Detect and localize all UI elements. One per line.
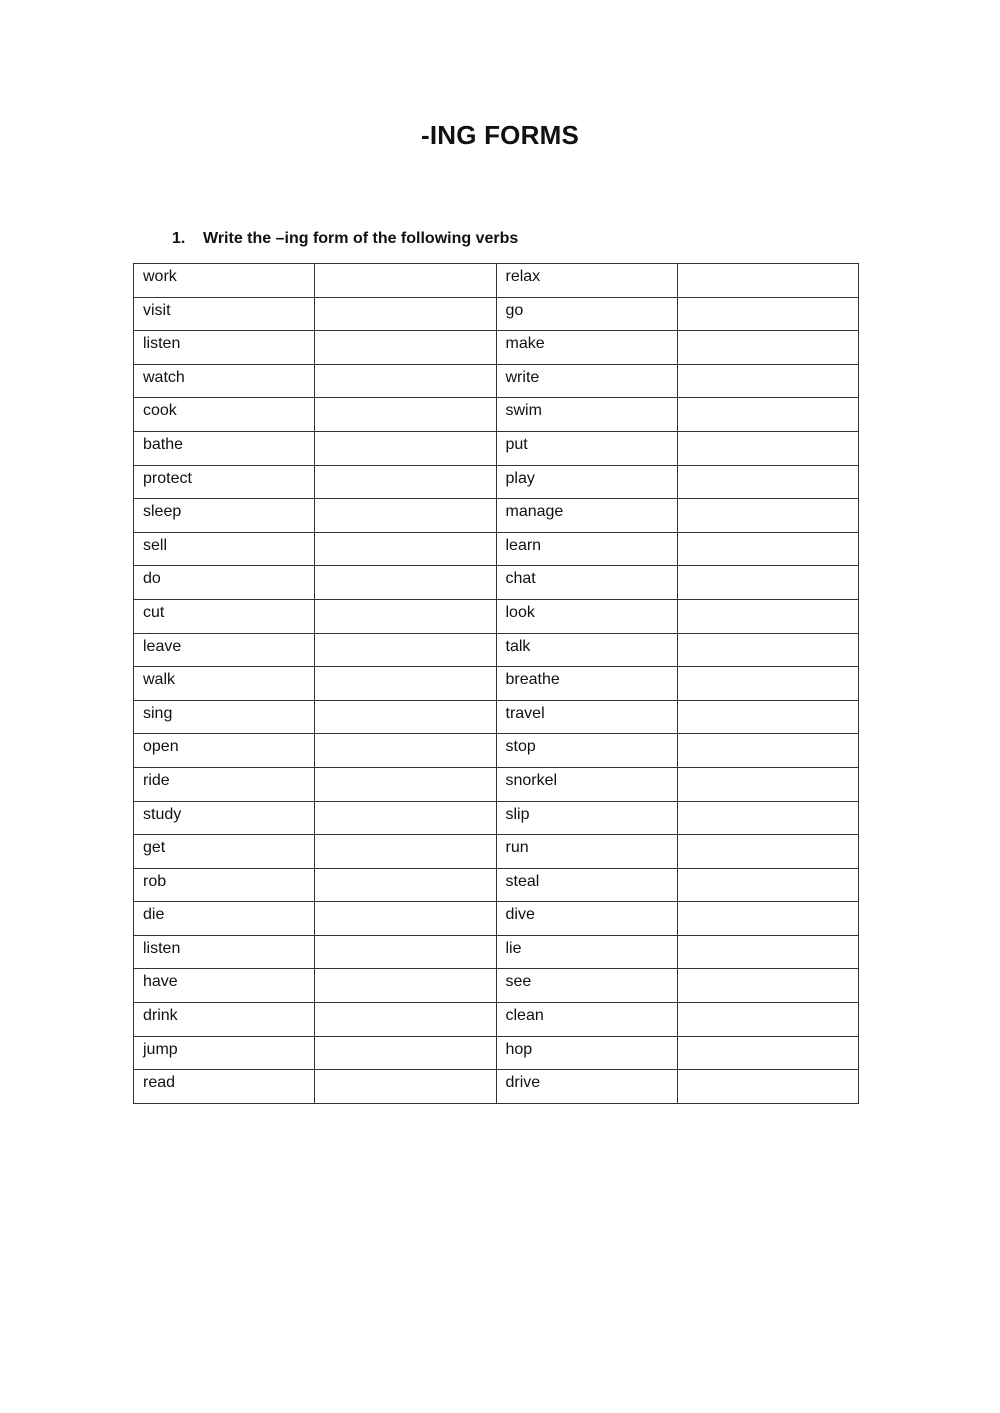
verb-cell: dive bbox=[496, 902, 677, 936]
table-row bbox=[134, 398, 859, 432]
verb-cell: slip bbox=[496, 801, 677, 835]
answer-cell[interactable] bbox=[315, 431, 496, 465]
answer-cell[interactable] bbox=[677, 532, 858, 566]
table-row bbox=[134, 868, 859, 902]
answer-cell[interactable] bbox=[315, 1036, 496, 1070]
answer-cell[interactable] bbox=[315, 264, 496, 298]
answer-cell[interactable] bbox=[677, 700, 858, 734]
table-row bbox=[134, 331, 859, 365]
verb-cell: manage bbox=[496, 499, 677, 533]
table-row bbox=[134, 1070, 859, 1104]
verb-cell: open bbox=[134, 734, 315, 768]
verb-cell: make bbox=[496, 331, 677, 365]
table-row bbox=[134, 431, 859, 465]
verb-table bbox=[133, 263, 859, 1104]
table-row bbox=[134, 1003, 859, 1037]
answer-cell[interactable] bbox=[315, 935, 496, 969]
verb-cell: chat bbox=[496, 566, 677, 600]
verb-cell: swim bbox=[496, 398, 677, 432]
answer-cell[interactable] bbox=[677, 499, 858, 533]
answer-cell[interactable] bbox=[315, 297, 496, 331]
verb-cell: bathe bbox=[134, 431, 315, 465]
verb-cell: die bbox=[134, 902, 315, 936]
table-row bbox=[134, 465, 859, 499]
answer-cell[interactable] bbox=[315, 1003, 496, 1037]
answer-cell[interactable] bbox=[315, 835, 496, 869]
verb-cell: sell bbox=[134, 532, 315, 566]
verb-cell: drink bbox=[134, 1003, 315, 1037]
verb-cell: look bbox=[496, 599, 677, 633]
verb-cell: have bbox=[134, 969, 315, 1003]
verb-cell: drive bbox=[496, 1070, 677, 1104]
answer-cell[interactable] bbox=[677, 835, 858, 869]
verb-cell: learn bbox=[496, 532, 677, 566]
answer-cell[interactable] bbox=[315, 633, 496, 667]
exercise-number: 1. bbox=[172, 230, 186, 247]
answer-cell[interactable] bbox=[677, 1036, 858, 1070]
verb-cell: steal bbox=[496, 868, 677, 902]
answer-cell[interactable] bbox=[315, 532, 496, 566]
answer-cell[interactable] bbox=[315, 364, 496, 398]
answer-cell[interactable] bbox=[315, 331, 496, 365]
answer-cell[interactable] bbox=[677, 1003, 858, 1037]
verb-cell: relax bbox=[496, 264, 677, 298]
answer-cell[interactable] bbox=[677, 667, 858, 701]
verb-cell: cut bbox=[134, 599, 315, 633]
table-row bbox=[134, 532, 859, 566]
table-row bbox=[134, 264, 859, 298]
answer-cell[interactable] bbox=[315, 566, 496, 600]
answer-cell[interactable] bbox=[677, 566, 858, 600]
verb-cell: ride bbox=[134, 767, 315, 801]
table-row bbox=[134, 902, 859, 936]
table-row bbox=[134, 1036, 859, 1070]
answer-cell[interactable] bbox=[315, 801, 496, 835]
verb-cell: cook bbox=[134, 398, 315, 432]
verb-cell: walk bbox=[134, 667, 315, 701]
verb-cell: write bbox=[496, 364, 677, 398]
answer-cell[interactable] bbox=[315, 700, 496, 734]
answer-cell[interactable] bbox=[677, 1070, 858, 1104]
verb-cell: visit bbox=[134, 297, 315, 331]
answer-cell[interactable] bbox=[677, 331, 858, 365]
exercise-text: Write the –ing form of the following verbs bbox=[203, 230, 519, 247]
verb-cell: hop bbox=[496, 1036, 677, 1070]
verb-cell: get bbox=[134, 835, 315, 869]
answer-cell[interactable] bbox=[315, 667, 496, 701]
answer-cell[interactable] bbox=[315, 734, 496, 768]
table-row bbox=[134, 700, 859, 734]
answer-cell[interactable] bbox=[315, 599, 496, 633]
table-row bbox=[134, 969, 859, 1003]
answer-cell[interactable] bbox=[677, 734, 858, 768]
answer-cell[interactable] bbox=[677, 599, 858, 633]
answer-cell[interactable] bbox=[677, 767, 858, 801]
verb-cell: play bbox=[496, 465, 677, 499]
table-row bbox=[134, 499, 859, 533]
verb-cell: do bbox=[134, 566, 315, 600]
answer-cell[interactable] bbox=[677, 801, 858, 835]
verb-cell: stop bbox=[496, 734, 677, 768]
verb-cell: leave bbox=[134, 633, 315, 667]
answer-cell[interactable] bbox=[315, 902, 496, 936]
verb-cell: travel bbox=[496, 700, 677, 734]
verb-cell: lie bbox=[496, 935, 677, 969]
answer-cell[interactable] bbox=[315, 398, 496, 432]
table-row bbox=[134, 566, 859, 600]
verb-cell: watch bbox=[134, 364, 315, 398]
answer-cell[interactable] bbox=[315, 969, 496, 1003]
verb-cell: see bbox=[496, 969, 677, 1003]
answer-cell[interactable] bbox=[315, 499, 496, 533]
table-row bbox=[134, 297, 859, 331]
answer-cell[interactable] bbox=[677, 398, 858, 432]
verb-cell: put bbox=[496, 431, 677, 465]
table-row bbox=[134, 835, 859, 869]
answer-cell[interactable] bbox=[677, 431, 858, 465]
answer-cell[interactable] bbox=[677, 935, 858, 969]
verb-cell: breathe bbox=[496, 667, 677, 701]
table-row bbox=[134, 599, 859, 633]
verb-cell: talk bbox=[496, 633, 677, 667]
verb-cell: go bbox=[496, 297, 677, 331]
answer-cell[interactable] bbox=[677, 633, 858, 667]
answer-cell[interactable] bbox=[315, 1070, 496, 1104]
verb-cell: snorkel bbox=[496, 767, 677, 801]
table-row bbox=[134, 364, 859, 398]
answer-cell[interactable] bbox=[677, 868, 858, 902]
answer-cell[interactable] bbox=[677, 902, 858, 936]
verb-cell: study bbox=[134, 801, 315, 835]
table-row bbox=[134, 633, 859, 667]
verb-cell: listen bbox=[134, 935, 315, 969]
answer-cell[interactable] bbox=[677, 969, 858, 1003]
verb-cell: read bbox=[134, 1070, 315, 1104]
answer-cell[interactable] bbox=[677, 364, 858, 398]
answer-cell[interactable] bbox=[315, 767, 496, 801]
exercise-instruction bbox=[172, 230, 518, 248]
verb-cell: sing bbox=[134, 700, 315, 734]
verb-cell: sleep bbox=[134, 499, 315, 533]
table-row bbox=[134, 667, 859, 701]
page-title: -ING FORMS bbox=[421, 120, 579, 150]
table-row bbox=[134, 935, 859, 969]
answer-cell[interactable] bbox=[315, 868, 496, 902]
verb-cell: rob bbox=[134, 868, 315, 902]
table-row bbox=[134, 734, 859, 768]
verb-cell: run bbox=[496, 835, 677, 869]
verb-cell: jump bbox=[134, 1036, 315, 1070]
table-row bbox=[134, 767, 859, 801]
answer-cell[interactable] bbox=[677, 264, 858, 298]
verb-cell: protect bbox=[134, 465, 315, 499]
verb-cell: work bbox=[134, 264, 315, 298]
verb-cell: clean bbox=[496, 1003, 677, 1037]
answer-cell[interactable] bbox=[677, 297, 858, 331]
verb-cell: listen bbox=[134, 331, 315, 365]
table-row bbox=[134, 801, 859, 835]
answer-cell[interactable] bbox=[315, 465, 496, 499]
answer-cell[interactable] bbox=[677, 465, 858, 499]
